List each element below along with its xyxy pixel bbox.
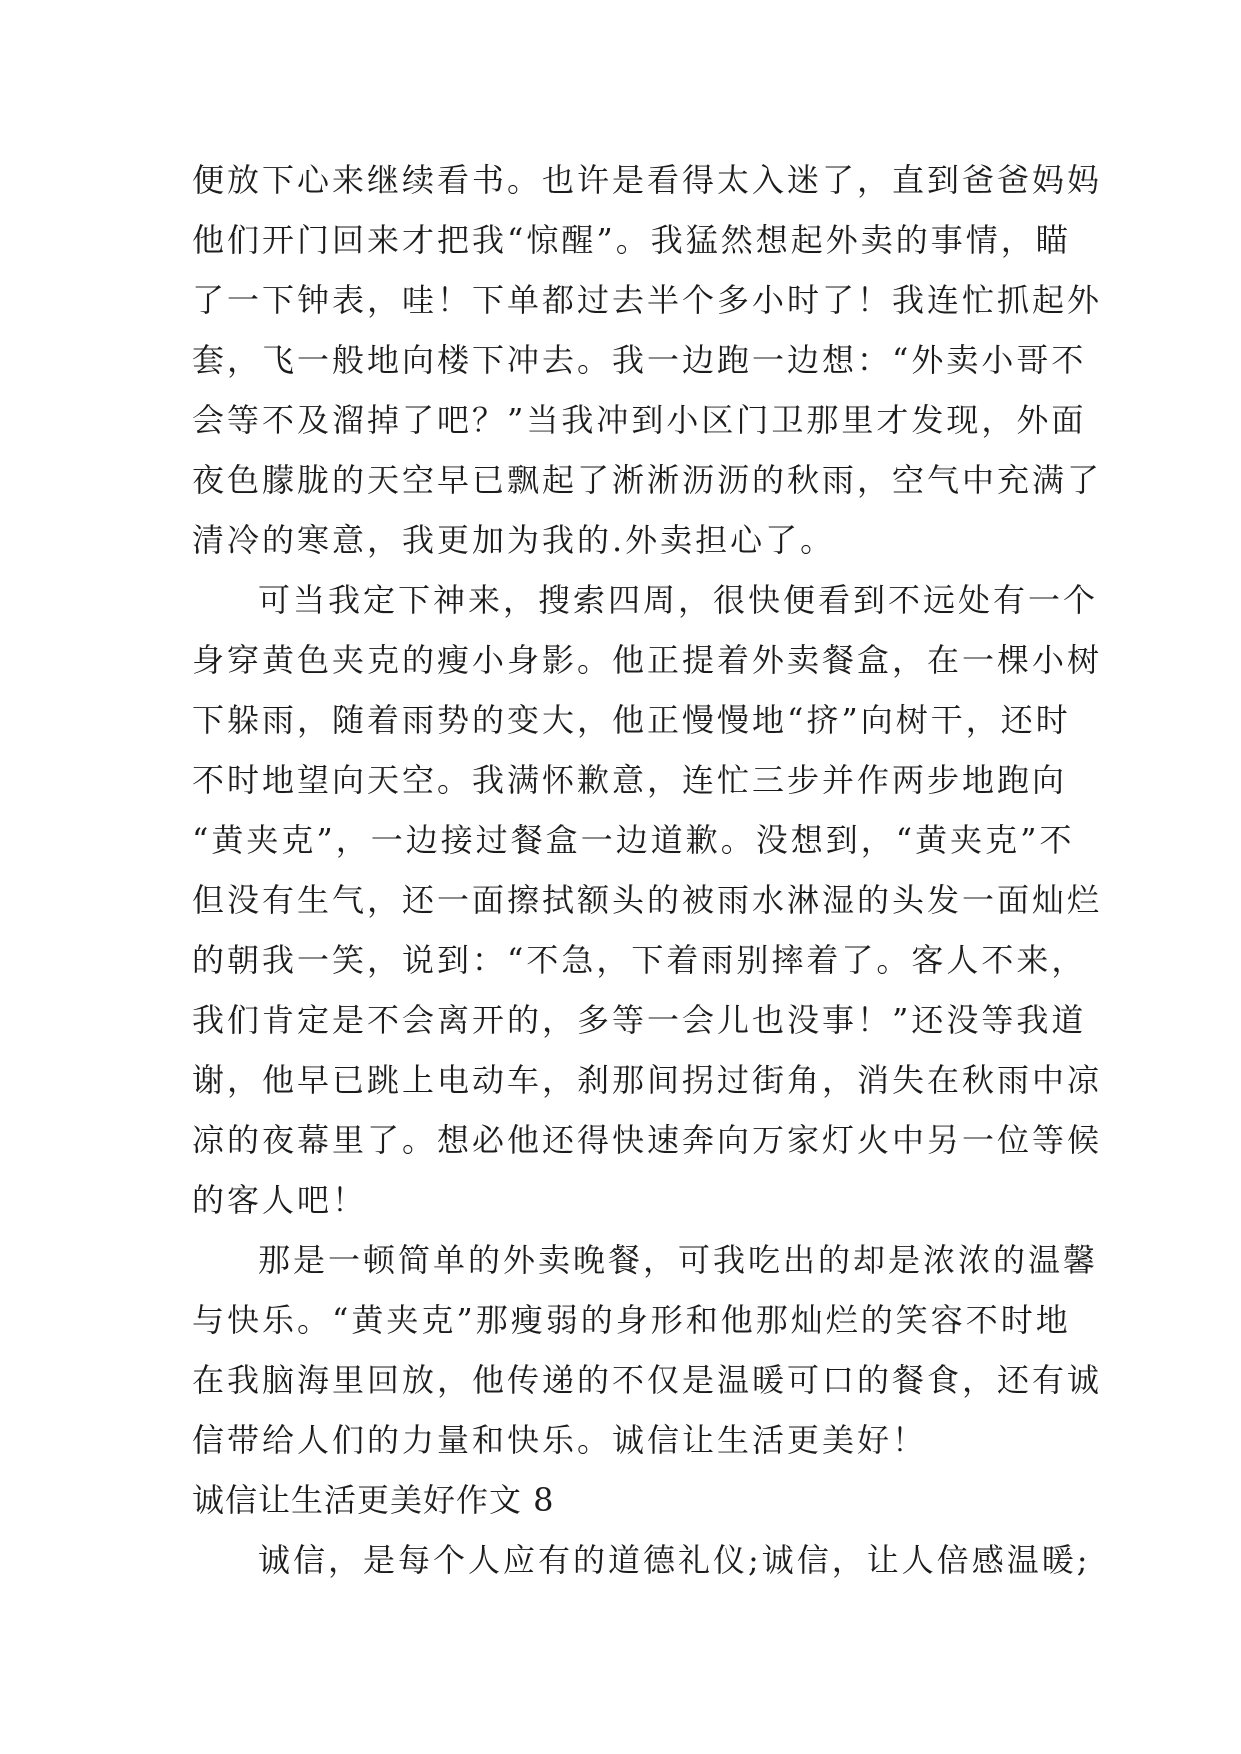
text-line: 我们肯定是不会离开的，多等一会儿也没事！”还没等我道 [192,1001,1087,1039]
text-line: 在我脑海里回放，他传递的不仅是温暖可口的餐食，还有诚 [192,1361,1103,1399]
text-line: 会等不及溜掉了吧？”当我冲到小区门卫那里才发现，外面 [192,401,1087,439]
document-body [192,150,1103,1590]
paragraph-first-line: 诚信，是每个人应有的道德礼仪;诚信，让人倍感温暖; [258,1541,1091,1579]
text-line: 清冷的寒意，我更加为我的.外卖担心了。 [192,521,836,559]
text-line: 信带给人们的力量和快乐。诚信让生活更美好！ [192,1421,928,1459]
text-line: 他们开门回来才把我“惊醒”。我猛然想起外卖的事情，瞄 [192,221,1071,259]
text-line: 夜色朦胧的天空早已飘起了淅淅沥沥的秋雨，空气中充满了 [192,461,1103,499]
paragraph-first-line: 可当我定下神来，搜索四周，很快便看到不远处有一个 [258,581,1099,619]
text-line: 凉的夜幕里了。想必他还得快速奔向万家灯火中另一位等候 [192,1121,1103,1159]
text-line: 不时地望向天空。我满怀歉意，连忙三步并作两步地跑向 [192,761,1068,799]
text-line: 的客人吧！ [192,1181,368,1219]
text-line: 身穿黄色夹克的瘦小身影。他正提着外卖餐盒，在一棵小树 [192,641,1103,679]
text-line: 但没有生气，还一面擦拭额头的被雨水淋湿的头发一面灿烂 [192,881,1103,919]
text-line: 了一下钟表，哇！下单都过去半个多小时了！我连忙抓起外 [192,281,1103,319]
text-line: 的朝我一笑，说到：“不急，下着雨别摔着了。客人不来， [192,941,1087,979]
text-line: 便放下心来继续看书。也许是看得太入迷了，直到爸爸妈妈 [192,161,1103,199]
text-line: 套，飞一般地向楼下冲去。我一边跑一边想：“外卖小哥不 [192,341,1087,379]
text-line: 谢，他早已跳上电动车，刹那间拐过街角，消失在秋雨中凉 [192,1061,1103,1099]
text-line: 与快乐。“黄夹克”那瘦弱的身形和他那灿烂的笑容不时地 [192,1301,1071,1339]
text-line: 下躲雨，随着雨势的变大，他正慢慢地“挤”向树干，还时 [192,701,1071,739]
text-line: “黄夹克”，一边接过餐盒一边道歉。没想到，“黄夹克”不 [192,821,1075,859]
paragraph-first-line: 那是一顿简单的外卖晚餐，可我吃出的却是浓浓的温馨 [258,1241,1099,1279]
section-heading: 诚信让生活更美好作文 8 [192,1481,555,1519]
